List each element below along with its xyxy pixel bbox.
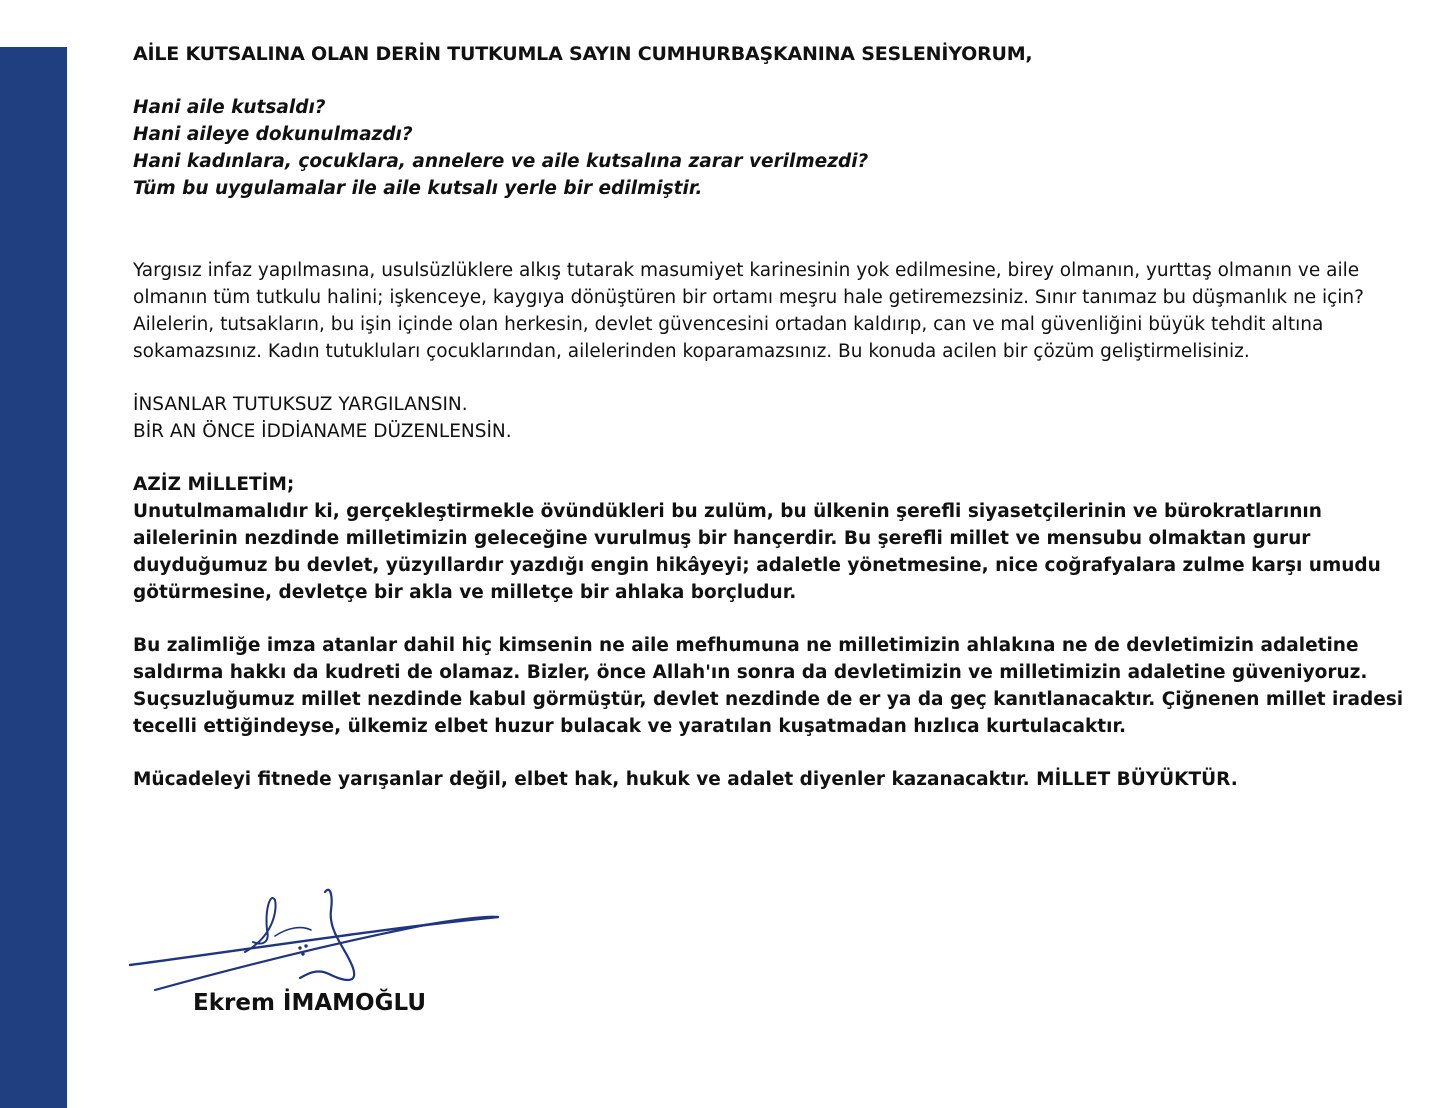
paragraph-regular: Yargısız infaz yapılmasına, usulsüzlüklere alkış tutarak masumiyet karinesinin yok edilmesine, birey olmanın, yurttaş olmanın ve aile olmanın tüm tutkulu halini; işkenceye, kaygıya dönüştüren bir ortamı meşru hale getiremezsiniz. Sınır tanımaz bu düşmanlık ne için? Ailelerin, tutsakların, bu işin içinde olan herkesin, devlet güvencesini ortadan kaldırıp, can ve mal güvenliğini büyük tehdit altına sokamazsınız. Kadın tutukluları çocuklarından, ailelerinden koparamazsınız. Bu konuda acilen bir çözüm geliştirmelisiniz. (133, 260, 1364, 362)
nation-address-block (133, 471, 1423, 606)
paragraph-bold: Unutulmamalıdır ki, gerçekleştirmekle övündükleri bu zulüm, bu ülkenin şerefli siyasetçilerinin ve bürokratlarının ailelerinin nezdinde milletimizin geleceğine vurulmuş bir hançerdir. Bu şerefli millet ve mensubu olmaktan gurur duyduğumuz bu devlet, yüzyıllardır yazdığı engin hikâyeyi; adaletle yönetmesine, nice coğrafyalara zulme karşı umudu götürmesine, devletçe bir akla ve milletçe bir ahlaka borçludur. (133, 501, 1381, 603)
question-line: Hani aile kutsaldı? (133, 97, 326, 118)
letter-body (133, 40, 1423, 793)
demands-block (133, 391, 1423, 445)
demand-line: İNSANLAR TUTUKSUZ YARGILANSIN. (133, 394, 468, 415)
side-accent-bar (0, 47, 67, 1108)
question-line: Hani kadınlara, çocuklara, annelere ve aile kutsalına zarar verilmezdi? (133, 151, 869, 172)
letter-heading: AİLE KUTSALINA OLAN DERİN TUTKUMLA SAYIN CUMHURBAŞKANINA SESLENİYORUM, (133, 43, 1033, 65)
question-line: Tüm bu uygulamalar ile aile kutsalı yerle bir edilmiştir. (133, 178, 703, 199)
question-line: Hani aileye dokunulmazdı? (133, 124, 413, 145)
paragraph-bold: Bu zalimliğe imza atanlar dahil hiç kimsenin ne aile mefhumuna ne milletimizin ahlakına ne de devletimizin adaletine saldırma hakkı da kudreti de olamaz. Bizler, önce Allah'ın sonra da devletimizin ve milletimizin adaletine güveniyoruz. Suçsuzluğumuz millet nezdinde kabul görmüştür, devlet nezdinde de er ya da geç kanıtlanacaktır. Çiğnenen millet iradesi tecelli ettiğindeyse, ülkemiz elbet huzur bulacak ve yaratılan kuşatmadan hızlıca kurtulacaktır. (133, 635, 1404, 737)
question-block (133, 94, 1423, 202)
closing-paragraph: Mücadeleyi fitnede yarışanlar değil, elbet hak, hukuk ve adalet diyenler kazanacaktır. MİLLET BÜYÜKTÜR. (133, 769, 1238, 790)
salutation: AZİZ MİLLETİM; (133, 474, 295, 495)
signer-name: Ekrem İMAMOĞLU (193, 990, 426, 1016)
demand-line: BİR AN ÖNCE İDDİANAME DÜZENLENSİN. (133, 421, 512, 442)
